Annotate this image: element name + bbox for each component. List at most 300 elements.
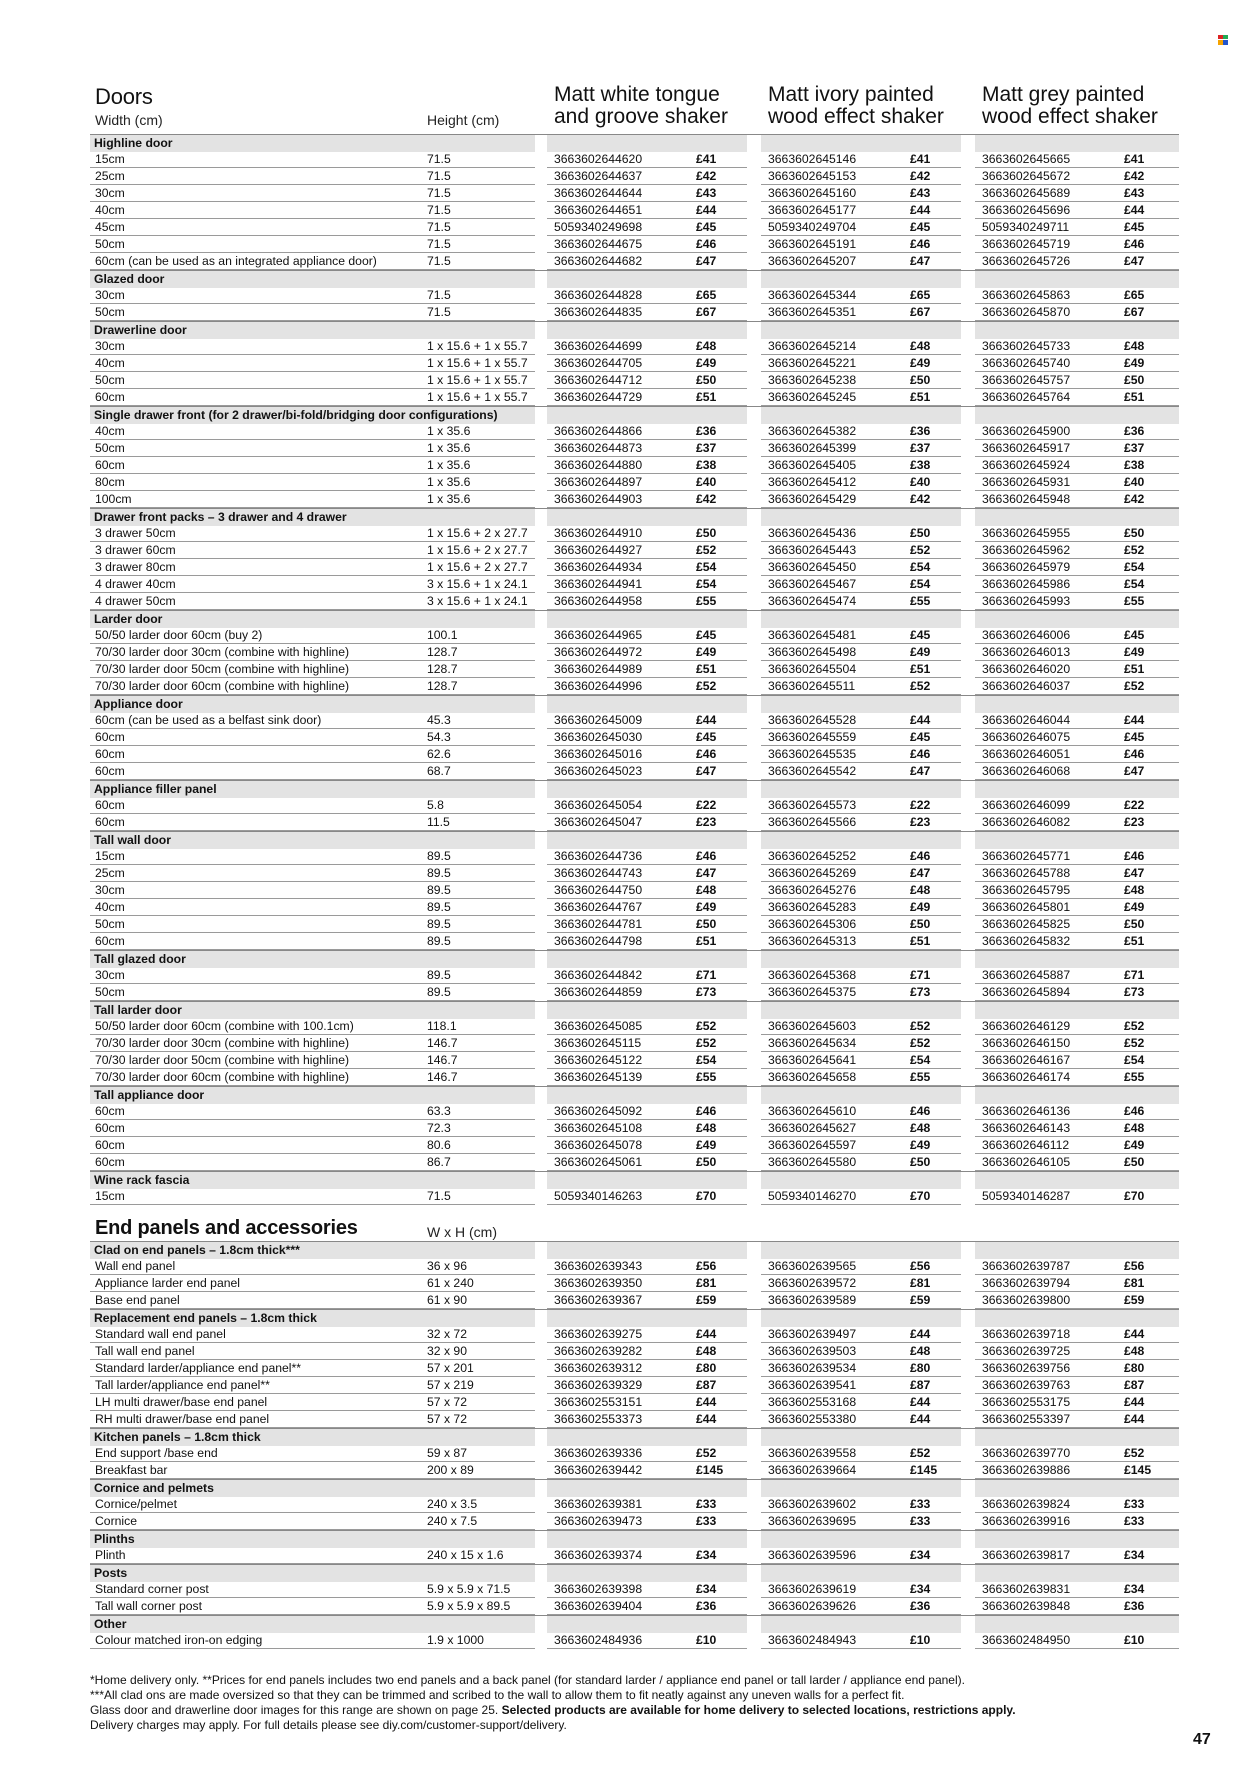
- white-product-code: 3663602645061: [554, 1155, 643, 1169]
- ivory-price: £45: [910, 730, 931, 744]
- item-dimension: 1.9 x 1000: [427, 1633, 484, 1647]
- ivory-product-code: 3663602645238: [768, 373, 857, 387]
- item-dimension: 1 x 15.6 + 1 x 55.7: [427, 339, 528, 353]
- item-size: 60cm: [95, 798, 125, 812]
- grey-product-code: 3663602646013: [982, 645, 1071, 659]
- item-size: 50/50 larder door 60cm (buy 2): [95, 628, 263, 642]
- item-size: 15cm: [95, 849, 125, 863]
- table-row: [90, 644, 1179, 661]
- group-heading: [90, 1564, 1179, 1582]
- grey-product-code: 3663602646044: [982, 713, 1071, 727]
- ivory-product-code: 3663602645450: [768, 560, 857, 574]
- ivory-price: £47: [910, 866, 931, 880]
- item-size: 30cm: [95, 288, 125, 302]
- item-size: 25cm: [95, 169, 125, 183]
- item-size: 3 drawer 60cm: [95, 543, 176, 557]
- white-price: £54: [696, 560, 717, 574]
- grey-price: £45: [1124, 220, 1145, 234]
- ivory-product-code: 3663602645603: [768, 1019, 857, 1033]
- item-dimension: 1 x 15.6 + 1 x 55.7: [427, 390, 528, 404]
- grey-product-code: 3663602645924: [982, 458, 1071, 472]
- white-price: £50: [696, 917, 717, 931]
- item-size: 50cm: [95, 917, 125, 931]
- grey-price: £44: [1124, 713, 1145, 727]
- footnotes: [90, 1673, 1190, 1733]
- item-dimension: 71.5: [427, 305, 451, 319]
- group-heading-label: Replacement end panels – 1.8cm thick: [94, 1311, 317, 1325]
- grey-product-code: 3663602639886: [982, 1463, 1071, 1477]
- grey-price: £71: [1124, 968, 1145, 982]
- item-size: Tall wall end panel: [95, 1344, 195, 1358]
- ivory-product-code: 3663602645382: [768, 424, 857, 438]
- ivory-price: £46: [910, 237, 931, 251]
- white-product-code: 3663602484936: [554, 1633, 643, 1647]
- white-product-code: 3663602639473: [554, 1514, 643, 1528]
- item-size: 4 drawer 40cm: [95, 577, 176, 591]
- grey-product-code: 3663602639725: [982, 1344, 1071, 1358]
- item-dimension: 68.7: [427, 764, 451, 778]
- white-price: £48: [696, 1344, 717, 1358]
- table-row: [90, 865, 1179, 882]
- item-size: 80cm: [95, 475, 125, 489]
- white-product-code: 3663602644767: [554, 900, 643, 914]
- ivory-product-code: 3663602639497: [768, 1327, 857, 1341]
- white-product-code: 3663602644972: [554, 645, 643, 659]
- white-price: £51: [696, 390, 717, 404]
- item-size: 70/30 larder door 50cm (combine with highline): [95, 662, 350, 676]
- white-product-code: 3663602644750: [554, 883, 643, 897]
- ivory-product-code: 3663602639619: [768, 1582, 857, 1596]
- white-product-code: 3663602553151: [554, 1395, 643, 1409]
- grey-price: £46: [1124, 237, 1145, 251]
- panels-title: End panels and accessories: [95, 1217, 358, 1239]
- table-row: [90, 984, 1179, 1001]
- grey-price: £73: [1124, 985, 1145, 999]
- ivory-product-code: 3663602645580: [768, 1155, 857, 1169]
- grey-price: £33: [1124, 1514, 1145, 1528]
- group-heading-label: Glazed door: [94, 272, 165, 286]
- item-dimension: 200 x 89: [427, 1463, 474, 1477]
- white-product-code: 3663602644996: [554, 679, 643, 693]
- grey-price: £42: [1124, 492, 1145, 506]
- brand-logo-icon: [1218, 35, 1228, 45]
- white-price: £59: [696, 1293, 717, 1307]
- grey-price: £87: [1124, 1378, 1145, 1392]
- ivory-product-code: 3663602645221: [768, 356, 857, 370]
- ivory-price: £50: [910, 373, 931, 387]
- item-dimension: 57 x 201: [427, 1361, 474, 1375]
- white-product-code: 3663602644873: [554, 441, 643, 455]
- white-product-code: 3663602645122: [554, 1053, 643, 1067]
- table-row: [90, 389, 1179, 406]
- white-product-code: 3663602645078: [554, 1138, 643, 1152]
- white-price: £45: [696, 628, 717, 642]
- table-row: [90, 236, 1179, 253]
- item-dimension: 118.1: [427, 1019, 457, 1033]
- item-dimension: 3 x 15.6 + 1 x 24.1: [427, 594, 528, 608]
- grey-price: £34: [1124, 1582, 1145, 1596]
- ivory-price: £87: [910, 1378, 931, 1392]
- grey-product-code: 3663602639756: [982, 1361, 1071, 1375]
- white-product-code: 3663602644644: [554, 186, 643, 200]
- white-product-code: 3663602644965: [554, 628, 643, 642]
- ivory-product-code: 3663602639602: [768, 1497, 857, 1511]
- ivory-price: £50: [910, 917, 931, 931]
- table-row: [90, 474, 1179, 491]
- ivory-price: £70: [910, 1189, 931, 1203]
- ivory-price: £50: [910, 526, 931, 540]
- item-dimension: 71.5: [427, 186, 451, 200]
- white-product-code: 3663602644958: [554, 594, 643, 608]
- grey-price: £80: [1124, 1361, 1145, 1375]
- white-price: £81: [696, 1276, 717, 1290]
- group-heading-label: Tall appliance door: [94, 1088, 205, 1102]
- grey-product-code: 3663602645719: [982, 237, 1071, 251]
- ivory-product-code: 3663602639589: [768, 1293, 857, 1307]
- ivory-price: £44: [910, 1327, 931, 1341]
- item-dimension: 240 x 3.5: [427, 1497, 478, 1511]
- grey-product-code: 3663602645740: [982, 356, 1071, 370]
- item-size: 60cm (can be used as a belfast sink door): [95, 713, 322, 727]
- white-price: £73: [696, 985, 717, 999]
- group-heading-label: Drawer front packs – 3 drawer and 4 drawer: [94, 510, 347, 524]
- ivory-price: £55: [910, 594, 931, 608]
- ivory-price: £50: [910, 1155, 931, 1169]
- grey-product-code: 3663602646105: [982, 1155, 1071, 1169]
- white-product-code: 3663602639367: [554, 1293, 643, 1307]
- item-dimension: 128.7: [427, 662, 458, 676]
- ivory-product-code: 3663602645658: [768, 1070, 857, 1084]
- grey-price: £56: [1124, 1259, 1145, 1273]
- ivory-product-code: 3663602645559: [768, 730, 857, 744]
- item-dimension: 100.1: [427, 628, 458, 642]
- white-price: £55: [696, 594, 717, 608]
- item-dimension: 128.7: [427, 679, 458, 693]
- white-price: £37: [696, 441, 717, 455]
- table-row: [90, 457, 1179, 474]
- white-price: £52: [696, 1019, 717, 1033]
- item-size: 30cm: [95, 968, 125, 982]
- table-row: [90, 848, 1179, 865]
- item-size: 60cm: [95, 815, 125, 829]
- grey-product-code: 3663602646082: [982, 815, 1071, 829]
- group-heading-label: Highline door: [94, 136, 173, 150]
- item-size: RH multi drawer/base end panel: [95, 1412, 270, 1426]
- grey-price: £42: [1124, 169, 1145, 183]
- grey-product-code: 3663602553175: [982, 1395, 1071, 1409]
- item-dimension: 5.9 x 5.9 x 89.5: [427, 1599, 511, 1613]
- item-dimension: 89.5: [427, 968, 451, 982]
- item-size: 60cm: [95, 1104, 125, 1118]
- white-product-code: 3663602644828: [554, 288, 643, 302]
- ivory-product-code: 3663602645429: [768, 492, 857, 506]
- table-row: [90, 151, 1179, 168]
- white-price: £50: [696, 1155, 717, 1169]
- grey-product-code: 3663602645764: [982, 390, 1071, 404]
- grey-price: £51: [1124, 390, 1145, 404]
- grey-price: £45: [1124, 730, 1145, 744]
- group-heading: [90, 134, 1179, 152]
- table-row: [90, 1581, 1179, 1598]
- ivory-product-code: 3663602645207: [768, 254, 857, 268]
- table-row: [90, 1598, 1179, 1615]
- ivory-product-code: 3663602645252: [768, 849, 857, 863]
- grey-price: £44: [1124, 203, 1145, 217]
- column-heading-line: wood effect shaker: [768, 105, 944, 128]
- grey-price: £37: [1124, 441, 1145, 455]
- ivory-price: £52: [910, 679, 931, 693]
- grey-product-code: 3663602639817: [982, 1548, 1071, 1562]
- ivory-product-code: 3663602645276: [768, 883, 857, 897]
- white-price: £52: [696, 1446, 717, 1460]
- item-size: 60cm (can be used as an integrated appliance door): [95, 254, 377, 268]
- ivory-product-code: 3663602645641: [768, 1053, 857, 1067]
- ivory-product-code: 3663602639565: [768, 1259, 857, 1273]
- item-size: 40cm: [95, 424, 125, 438]
- white-price: £10: [696, 1633, 717, 1647]
- grey-price: £23: [1124, 815, 1145, 829]
- item-dimension: 71.5: [427, 220, 451, 234]
- white-product-code: 3663602644910: [554, 526, 643, 540]
- ivory-price: £52: [910, 1036, 931, 1050]
- white-product-code: 3663602644903: [554, 492, 643, 506]
- item-dimension: 11.5: [427, 815, 450, 829]
- ivory-product-code: 3663602645634: [768, 1036, 857, 1050]
- grey-price: £33: [1124, 1497, 1145, 1511]
- grey-product-code: 3663602645887: [982, 968, 1071, 982]
- ivory-price: £52: [910, 543, 931, 557]
- grey-product-code: 3663602639770: [982, 1446, 1071, 1460]
- white-product-code: 3663602639398: [554, 1582, 643, 1596]
- item-size: 70/30 larder door 30cm (combine with highline): [95, 645, 350, 659]
- table-row: [90, 542, 1179, 559]
- ivory-product-code: 3663602639541: [768, 1378, 857, 1392]
- group-heading: [90, 695, 1179, 713]
- white-price: £65: [696, 288, 717, 302]
- item-size: 30cm: [95, 186, 125, 200]
- ivory-product-code: 3663602645443: [768, 543, 857, 557]
- grey-product-code: 3663602645894: [982, 985, 1071, 999]
- item-dimension: 62.6: [427, 747, 451, 761]
- grey-price: £52: [1124, 1036, 1145, 1050]
- white-product-code: 3663602644866: [554, 424, 643, 438]
- white-price: £43: [696, 186, 717, 200]
- table-row: [90, 678, 1179, 695]
- grey-product-code: 3663602646150: [982, 1036, 1071, 1050]
- ivory-product-code: 3663602645610: [768, 1104, 857, 1118]
- column-heading-line: wood effect shaker: [982, 105, 1158, 128]
- table-row: [90, 814, 1179, 831]
- item-size: 60cm: [95, 730, 125, 744]
- white-price: £36: [696, 424, 717, 438]
- item-dimension: 1 x 15.6 + 2 x 27.7: [427, 543, 528, 557]
- grey-price: £50: [1124, 526, 1145, 540]
- table-row: [90, 202, 1179, 219]
- item-dimension: 5.9 x 5.9 x 71.5: [427, 1582, 511, 1596]
- ivory-product-code: 3663602639626: [768, 1599, 857, 1613]
- group-heading: [90, 1001, 1179, 1019]
- grey-price: £52: [1124, 1446, 1145, 1460]
- item-size: 15cm: [95, 152, 125, 166]
- grey-price: £55: [1124, 594, 1145, 608]
- table-row: [90, 797, 1179, 814]
- ivory-product-code: 3663602645481: [768, 628, 857, 642]
- white-price: £51: [696, 662, 717, 676]
- item-size: Standard corner post: [95, 1582, 209, 1596]
- table-row: [90, 185, 1179, 202]
- table-row: [90, 1343, 1179, 1360]
- white-product-code: 3663602645047: [554, 815, 643, 829]
- white-product-code: 3663602644934: [554, 560, 643, 574]
- grey-price: £67: [1124, 305, 1145, 319]
- grey-price: £47: [1124, 764, 1145, 778]
- table-row: [90, 627, 1179, 644]
- grey-product-code: 3663602646051: [982, 747, 1071, 761]
- item-size: 3 drawer 50cm: [95, 526, 176, 540]
- grey-price: £43: [1124, 186, 1145, 200]
- table-row: [90, 1513, 1179, 1530]
- grey-price: £55: [1124, 1070, 1145, 1084]
- grey-price: £51: [1124, 934, 1145, 948]
- white-product-code: 3663602644699: [554, 339, 643, 353]
- ivory-price: £80: [910, 1361, 931, 1375]
- item-dimension: 54.3: [427, 730, 451, 744]
- item-dimension: 71.5: [427, 152, 451, 166]
- item-size: Wall end panel: [95, 1259, 176, 1273]
- ivory-price: £51: [910, 390, 931, 404]
- white-price: £47: [696, 254, 717, 268]
- grey-product-code: 3663602645979: [982, 560, 1071, 574]
- grey-product-code: 3663602645955: [982, 526, 1071, 540]
- table-row: [90, 1377, 1179, 1394]
- group-heading: [90, 406, 1179, 424]
- group-heading: [90, 1086, 1179, 1104]
- white-product-code: 3663602639442: [554, 1463, 643, 1477]
- ivory-product-code: 3663602645245: [768, 390, 857, 404]
- ivory-price: £10: [910, 1633, 931, 1647]
- white-product-code: 3663602645016: [554, 747, 643, 761]
- white-price: £50: [696, 373, 717, 387]
- white-price: £42: [696, 492, 717, 506]
- ivory-product-code: 3663602645573: [768, 798, 857, 812]
- white-product-code: 3663602645139: [554, 1070, 643, 1084]
- grey-product-code: 3663602645863: [982, 288, 1071, 302]
- group-heading: [90, 1530, 1179, 1548]
- ivory-price: £46: [910, 1104, 931, 1118]
- footnote-text: Glass door and drawerline door images for this range are shown on page 25.: [90, 1703, 499, 1717]
- item-dimension: 89.5: [427, 866, 451, 880]
- item-dimension: 1 x 15.6 + 2 x 27.7: [427, 560, 528, 574]
- ivory-price: £34: [910, 1582, 931, 1596]
- grey-product-code: 3663602639800: [982, 1293, 1071, 1307]
- grey-price: £47: [1124, 254, 1145, 268]
- item-dimension: 1 x 15.6 + 1 x 55.7: [427, 373, 528, 387]
- group-heading-label: Plinths: [94, 1532, 135, 1546]
- table-row: [90, 882, 1179, 899]
- white-product-code: 3663602639282: [554, 1344, 643, 1358]
- table-row: [90, 729, 1179, 746]
- item-size: Standard wall end panel: [95, 1327, 226, 1341]
- item-size: Colour matched iron-on edging: [95, 1633, 263, 1647]
- item-dimension: 61 x 90: [427, 1293, 467, 1307]
- item-size: 3 drawer 80cm: [95, 560, 176, 574]
- item-dimension: 57 x 72: [427, 1395, 467, 1409]
- ivory-price: £46: [910, 849, 931, 863]
- item-size: Standard larder/appliance end panel**: [95, 1361, 301, 1375]
- item-size: 50cm: [95, 237, 125, 251]
- table-row: [90, 525, 1179, 542]
- grey-product-code: 3663602645832: [982, 934, 1071, 948]
- grey-product-code: 3663602645993: [982, 594, 1071, 608]
- grey-price: £49: [1124, 1138, 1145, 1152]
- grey-price: £54: [1124, 560, 1145, 574]
- ivory-product-code: 3663602484943: [768, 1633, 857, 1647]
- white-product-code: 3663602639350: [554, 1276, 643, 1290]
- item-size: 15cm: [95, 1189, 125, 1203]
- grey-product-code: 3663602645788: [982, 866, 1071, 880]
- item-size: Cornice: [95, 1514, 137, 1528]
- ivory-price: £81: [910, 1276, 931, 1290]
- white-price: £52: [696, 679, 717, 693]
- white-product-code: 3663602645030: [554, 730, 643, 744]
- white-price: £36: [696, 1599, 717, 1613]
- white-price: £42: [696, 169, 717, 183]
- group-heading: [90, 610, 1179, 628]
- ivory-product-code: 3663602639695: [768, 1514, 857, 1528]
- table-row: [90, 1547, 1179, 1564]
- grey-price: £49: [1124, 900, 1145, 914]
- table-row: [90, 1258, 1179, 1275]
- item-size: 60cm: [95, 764, 125, 778]
- ivory-product-code: 5059340146270: [768, 1189, 857, 1203]
- white-price: £51: [696, 934, 717, 948]
- grey-product-code: 3663602639794: [982, 1276, 1071, 1290]
- ivory-product-code: 3663602645511: [768, 679, 856, 693]
- ivory-price: £54: [910, 1053, 931, 1067]
- item-size: Breakfast bar: [95, 1463, 168, 1477]
- white-price: £54: [696, 1053, 717, 1067]
- item-size: 70/30 larder door 30cm (combine with highline): [95, 1036, 350, 1050]
- item-size: 40cm: [95, 203, 125, 217]
- ivory-product-code: 3663602639558: [768, 1446, 857, 1460]
- grey-price: £45: [1124, 628, 1145, 642]
- grey-product-code: 3663602645795: [982, 883, 1071, 897]
- white-product-code: 3663602645092: [554, 1104, 643, 1118]
- ivory-product-code: 3663602645375: [768, 985, 857, 999]
- grey-product-code: 3663602645771: [982, 849, 1071, 863]
- item-dimension: 1 x 35.6: [427, 475, 471, 489]
- group-heading: [90, 508, 1179, 526]
- ivory-price: £49: [910, 645, 931, 659]
- white-price: £47: [696, 866, 717, 880]
- ivory-price: £22: [910, 798, 931, 812]
- ivory-product-code: 3663602645177: [768, 203, 857, 217]
- ivory-price: £38: [910, 458, 931, 472]
- white-product-code: 3663602644651: [554, 203, 643, 217]
- grey-price: £44: [1124, 1412, 1145, 1426]
- grey-price: £36: [1124, 424, 1145, 438]
- grey-product-code: 3663602646129: [982, 1019, 1071, 1033]
- white-product-code: 3663602639404: [554, 1599, 643, 1613]
- grey-product-code: 3663602645986: [982, 577, 1071, 591]
- item-dimension: 5.8: [427, 798, 444, 812]
- item-dimension: 72.3: [427, 1121, 451, 1135]
- item-size: 40cm: [95, 356, 125, 370]
- ivory-price: £47: [910, 254, 931, 268]
- group-heading-label: Larder door: [94, 612, 163, 626]
- white-price: £49: [696, 645, 717, 659]
- column-heading-line: Matt white tongue: [554, 83, 720, 106]
